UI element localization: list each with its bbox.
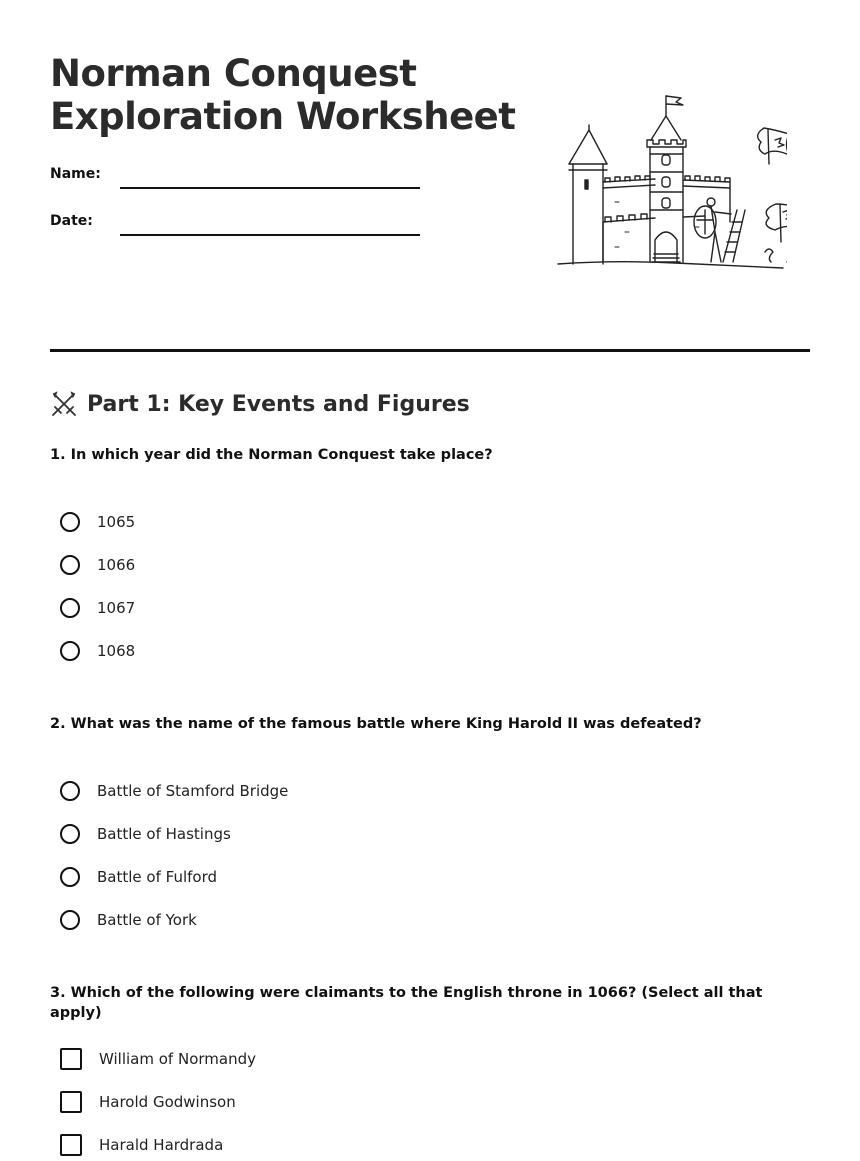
question-2-option-2[interactable] [60, 821, 231, 847]
section-divider [50, 349, 810, 352]
option-label: William of Normandy [99, 1050, 256, 1068]
checkbox[interactable] [60, 1091, 82, 1113]
question-3 [50, 983, 810, 1023]
part1-heading [50, 389, 470, 419]
radio-button[interactable] [60, 555, 80, 575]
option-label: 1065 [97, 513, 136, 531]
option-label: Battle of Fulford [97, 868, 217, 886]
radio-button[interactable] [60, 598, 80, 618]
question-1-option-3[interactable] [60, 595, 135, 621]
option-label: 1068 [97, 642, 136, 660]
option-label: 1066 [97, 556, 136, 574]
question-3-text: 3. Which of the following were claimants to the English throne in 1066? (Select all that apply) [50, 985, 763, 1021]
castle-illustration [555, 92, 787, 272]
radio-button[interactable] [60, 781, 80, 801]
question-1-option-1[interactable] [60, 509, 135, 535]
date-label: Date: [50, 213, 93, 229]
question-3-option-1[interactable] [60, 1046, 256, 1072]
name-label: Name: [50, 166, 101, 182]
crossed-swords-icon [50, 390, 78, 418]
question-2-option-3[interactable] [60, 864, 217, 890]
question-2-option-4[interactable] [60, 907, 197, 933]
question-3-option-2[interactable] [60, 1089, 236, 1115]
date-input-line[interactable] [120, 234, 420, 236]
question-3-option-3[interactable] [60, 1132, 223, 1158]
part1-title: Part 1: Key Events and Figures [87, 391, 470, 417]
option-label: Harold Godwinson [99, 1093, 236, 1111]
question-1-text: 1. In which year did the Norman Conquest take place? [50, 447, 493, 463]
option-label: 1067 [97, 599, 136, 617]
question-1-option-2[interactable] [60, 552, 135, 578]
option-label: Battle of Stamford Bridge [97, 782, 289, 800]
worksheet-page [50, 0, 810, 1161]
option-label: Battle of Hastings [97, 825, 231, 843]
checkbox[interactable] [60, 1048, 82, 1070]
radio-button[interactable] [60, 641, 80, 661]
checkbox[interactable] [60, 1134, 82, 1156]
radio-button[interactable] [60, 824, 80, 844]
option-label: Harald Hardrada [99, 1136, 224, 1154]
worksheet-title: Norman Conquest Exploration Worksheet [50, 52, 516, 138]
question-2-option-1[interactable] [60, 778, 288, 804]
radio-button[interactable] [60, 910, 80, 930]
radio-button[interactable] [60, 867, 80, 887]
date-field[interactable] [50, 211, 430, 237]
question-2-text: 2. What was the name of the famous battle where King Harold II was defeated? [50, 716, 702, 732]
question-2 [50, 714, 810, 734]
question-1-option-4[interactable] [60, 638, 135, 664]
name-input-line[interactable] [120, 187, 420, 189]
radio-button[interactable] [60, 512, 80, 532]
question-1 [50, 445, 810, 465]
option-label: Battle of York [97, 911, 197, 929]
name-field[interactable] [50, 164, 430, 190]
